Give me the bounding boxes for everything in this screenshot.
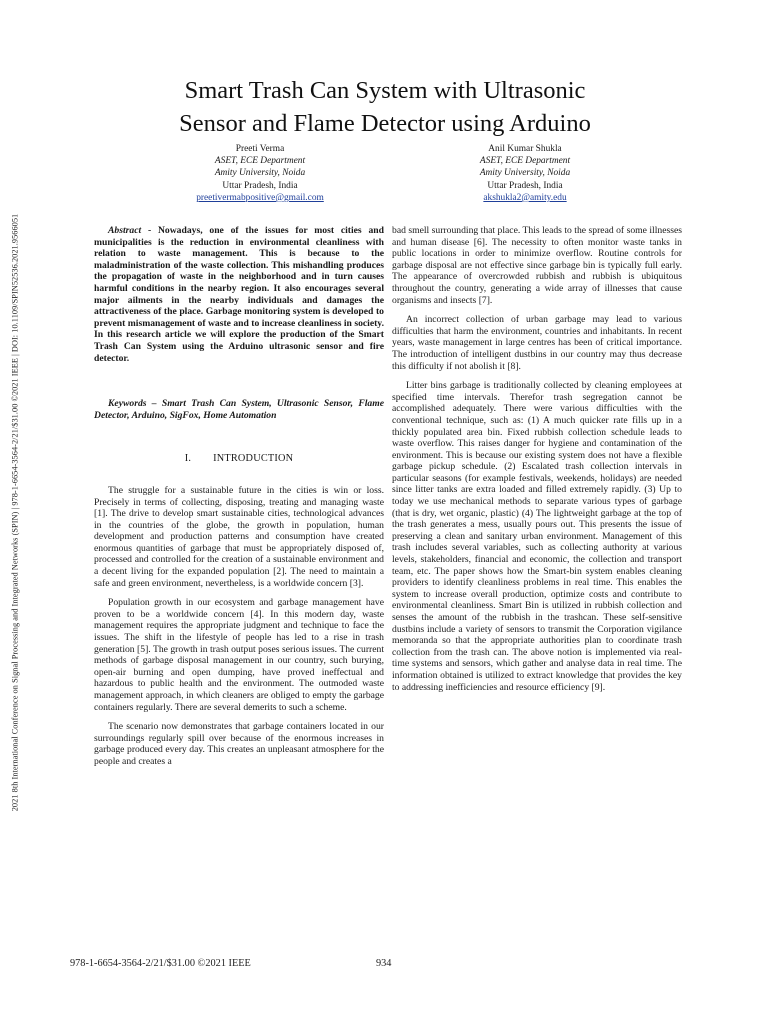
section-heading [94, 453, 384, 465]
body-paragraph: An incorrect collection of urban garbage may lead to various difficulties that harm the environment, countries and inhabitants. In recent years, waste management in large centres has been of critical importance. The introduction of intelligent dustbins in our country may thus decrease this difficulty if not abolish it [8]. [392, 314, 682, 372]
page-number: 934 [376, 958, 392, 969]
abstract-lead: Abstract [108, 225, 142, 236]
keywords: Keywords – Smart Trash Can System, Ultrasonic Sensor, Flame Detector, Arduino, SigFox, Home Automation [94, 398, 384, 421]
author-name: Anil Kumar Shukla [488, 144, 562, 154]
author-email-link[interactable]: akshukla2@amity.edu [483, 192, 567, 203]
author-location: Uttar Pradesh, India [487, 180, 563, 191]
author-department: ASET, ECE Department [479, 156, 571, 167]
doi-side-note-text: 2021 8th International Conference on Signal Processing and Integrated Networks (SPIN) | 978-1-6654-3564-2/21/$31.00 ©2021 IEEE | DOI: 10.1109/SPIN52536.2021.9566051 [10, 213, 20, 812]
body-paragraph: Population growth in our ecosystem and garbage management have proven to be a worldwide concern [4]. In this modern day, waste management requires the appropriate judgment and technique to face the issues. The shift in the lifestyle of people has led to a rise in trash generation [5]. The growth in trash output poses serious issues. The current methods of garbage disposal management in our country, such burying, open-air burning and open dumping, have proved ineffectual and hazardous to public health and the environment. The outmoded waste management approach, in which cleaners are obliged to empty the garbage containers regularly. There are several demerits to such a scheme. [94, 597, 384, 713]
author-name: Preeti Verma [235, 144, 285, 154]
author-university: Amity University, Noida [479, 168, 571, 179]
section-number: I. [184, 453, 192, 465]
abstract-text: - Nowadays, one of the issues for most cities and municipalities is the reduction in environmental cleanliness with relation to waste management. This is because to the maladministration of the waste collection. This mishandling produces the propagation of waste in the neighborhood and in turn causes harmful conditions in the nearby region. It also encourages several major ailments in the nearby individuals and damages the attractiveness of the place. Garbage monitoring system is developed to prevent mismanagement of waste and to increase cleanliness in society. In this research article we will explore the production of the Smart Trash Can System using the Arduino ultrasonic sensor and fire detector. [94, 225, 384, 364]
author-block-1 [160, 143, 360, 204]
author-department: ASET, ECE Department [214, 156, 306, 167]
abstract [94, 225, 384, 364]
author-university: Amity University, Noida [214, 168, 306, 179]
paper-title-line-2: Sensor and Flame Detector using Arduino [179, 110, 591, 137]
right-column [392, 225, 682, 701]
author-block-2 [425, 143, 625, 204]
body-paragraph: The struggle for a sustainable future in the cities is win or loss. Precisely in terms of collecting, disposing, treating and managing waste [1]. The drive to develop smart sustainable cities, technological advances in the countries of the globe, the growth in population, human development and production patterns and consumption have created enormous quantities of garbage that must be appropriately disposed of, processed and controlled for the creation of a sustainable environment and a decent living for the expanded population [2]. The need to maintain a safe and green environment, nevertheless, is a worldwide concern [3]. [94, 484, 384, 589]
body-paragraph: The scenario now demonstrates that garbage containers located in our surroundings regularly spill over because of the enormous increases in garbage produced every day. This creates an unpleasant atmosphere for the people and creates a [94, 721, 384, 767]
author-location: Uttar Pradesh, India [222, 180, 298, 191]
paper-title-line-1: Smart Trash Can System with Ultrasonic [184, 77, 586, 104]
paper-title [120, 74, 650, 140]
left-column [94, 225, 384, 776]
doi-side-note [6, 140, 24, 885]
author-email-link[interactable]: preetivermabpositive@gmail.com [196, 192, 324, 203]
body-paragraph: bad smell surrounding that place. This leads to the spread of some illnesses and human disease [6]. The necessity to often monitor waste tanks in public locations in order to minimize overflow. Routine controls for garbage disposal are not effective since garbage bin is typically full early. The appearance of overcrowded rubbish and rubbish is ubiquitous throughout the country, generating a wide array of illnesses that cause organisms and insects [7]. [392, 225, 682, 306]
footer-copyright: 978-1-6654-3564-2/21/$31.00 ©2021 IEEE [70, 958, 251, 969]
body-paragraph: Litter bins garbage is traditionally collected by cleaning employees at specified time intervals. Therefor trash segregation cannot be accomplished adequately. There were various difficulties with the conventional technique, such as: (1) A much quicker rate fills up in a thickly populated area bin. Fixed rubbish collection schedule leads to waste overflow. This raises danger for hygiene and contamination of the environment. This is because our existing system does not have a flexible garbage pickup schedule. (2) Escalated trash collection intervals in particular seasons (for example festivals, weekends, holidays) are needed since litter tanks are extra loaded and filled extremely rapidly. (3) Up to today we use mechanical methods to separate various types of garbage (that is dry, wet organic, plastic) (4) The lightweight garbage at the top of the trash generates a mess, usually pours out. This presents the issue of preserving a clean and sanitary urban environment. Management of this trash includes several variables, such as collecting authority at various levels, stakeholders, financial and economic, the collection and transport team, etc. The paper shows how the Smart-bin system enables cleaning providers to identify cleanliness problems in real time. This enables the system to increase overall production, optimize costs and contribute to environmental cleanliness. Smart Bin is utilized in rubbish collection and senses the amount of the rubbish in the trashcan. These self-sensitive dustbins include a variety of sensors to transmit the Corporation vigilance memoranda so that the appropriate authorities plan to coordinate trash collection from the trash can. The above notion is implemented via real-time systems and sensors, which gather and analyse data in real time. The information obtained is utilized to extract knowledge that provides the key to addressing inefficiencies and resource efficiency [9]. [392, 380, 682, 693]
section-title: INTRODUCTION [213, 453, 294, 465]
